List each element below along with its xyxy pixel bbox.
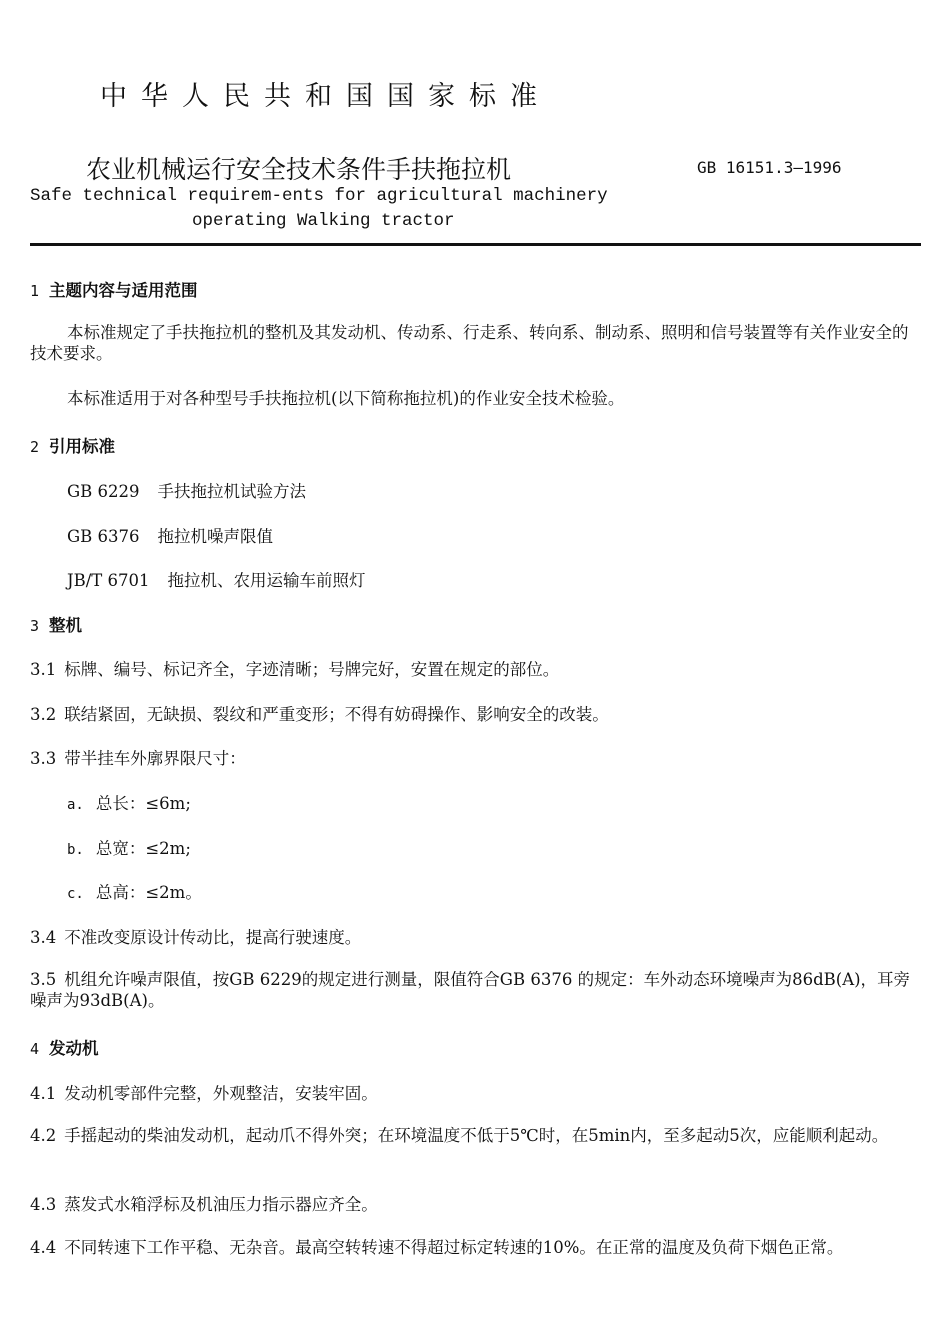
section-1-paragraph-2: 本标准适用于对各种型号手扶拖拉机(以下简称拖拉机)的作业安全技术检验。 [67,389,625,408]
reference-title: 拖拉机、农用运输车前照灯 [167,571,366,590]
section-title: 发动机 [49,1039,99,1058]
clause-item [30,1080,378,1104]
standard-title-en-line1: Safe technical requirem-ents for agricultural machinery [30,186,608,206]
section-number: 4 [30,1040,40,1058]
sub-item [67,835,191,859]
sub-item-text: 总高：≤2m。 [95,883,202,902]
sub-item-letter: a. [67,797,84,813]
clause-item [30,1191,378,1215]
sub-item [67,879,202,903]
clause-text: 带半挂车外廓界限尺寸： [64,749,246,768]
clause-text: 手摇起动的柴油发动机，起动爪不得外突；在环境温度不低于5℃时，在5min内，至多起动5次，应能顺利起动。 [64,1126,889,1145]
clause-item [30,656,559,680]
clause-text: 标牌、编号、标记齐全，字迹清晰；号牌完好，安置在规定的部位。 [64,660,560,679]
clause-number: 3.5 [30,970,57,989]
reference-item [67,567,366,591]
clause-number: 3.4 [30,928,57,947]
sub-item-text: 总宽：≤2m; [95,839,191,858]
clause-number: 4.2 [30,1126,57,1145]
national-standard-heading: 中华人民共和国国家标准 [100,81,551,112]
clause-number: 3.3 [30,749,57,768]
clause-item [30,745,246,769]
reference-item [67,523,273,547]
clause-number: 4.1 [30,1084,57,1103]
reference-code: GB 6229 [67,482,140,501]
clause-item [30,969,915,1011]
clause-number: 3.1 [30,660,57,679]
standard-title-cn: 农业机械运行安全技术条件手扶拖拉机 [86,155,512,184]
section-3-heading [30,612,82,636]
section-number: 3 [30,617,40,635]
clause-text: 联结紧固，无缺损、裂纹和严重变形；不得有妨碍操作、影响安全的改装。 [64,705,609,724]
header-divider [30,243,921,246]
reference-item [67,478,306,502]
standard-title-en-line2: operating Walking tractor [192,211,455,231]
section-title: 引用标准 [49,437,116,456]
clause-text: 不同转速下工作平稳、无杂音。最高空转转速不得超过标定转速的10%。在正常的温度及负荷下烟色正常。 [64,1238,844,1257]
clause-item [30,1125,915,1146]
reference-code: GB 6376 [67,527,140,546]
section-title: 整机 [49,616,83,635]
sub-item-text: 总长：≤6m; [95,794,191,813]
clause-number: 4.4 [30,1238,57,1257]
sub-item-letter: b. [67,842,84,858]
sub-item-letter: c. [67,886,84,902]
section-2-heading [30,433,115,457]
section-1-heading [30,277,198,301]
clause-item [30,924,361,948]
sub-item [67,790,191,814]
reference-title: 手扶拖拉机试验方法 [157,482,307,501]
section-1-paragraph-1: 本标准规定了手扶拖拉机的整机及其发动机、传动系、行走系、转向系、制动系、照明和信号装置等有关作业安全的技术要求。 [30,323,909,363]
clause-text: 蒸发式水箱浮标及机油压力指示器应齐全。 [64,1195,378,1214]
section-4-heading [30,1035,99,1059]
clause-item [30,701,609,725]
clause-number: 3.2 [30,705,57,724]
section-number: 1 [30,282,40,300]
reference-title: 拖拉机噪声限值 [157,527,274,546]
clause-text: 发动机零部件完整，外观整洁，安装牢固。 [64,1084,378,1103]
clause-item [30,1237,915,1258]
clause-number: 4.3 [30,1195,57,1214]
section-number: 2 [30,438,40,456]
reference-code: JB/T 6701 [67,571,150,590]
section-title: 主题内容与适用范围 [49,281,198,300]
clause-text: 不准改变原设计传动比，提高行驶速度。 [64,928,362,947]
clause-text: 机组允许噪声限值，按GB 6229的规定进行测量，限值符合GB 6376 的规定：车外动态环境噪声为86dB(A)，耳旁噪声为93dB(A)。 [30,970,911,1010]
standard-code: GB 16151.3—1996 [697,158,842,177]
